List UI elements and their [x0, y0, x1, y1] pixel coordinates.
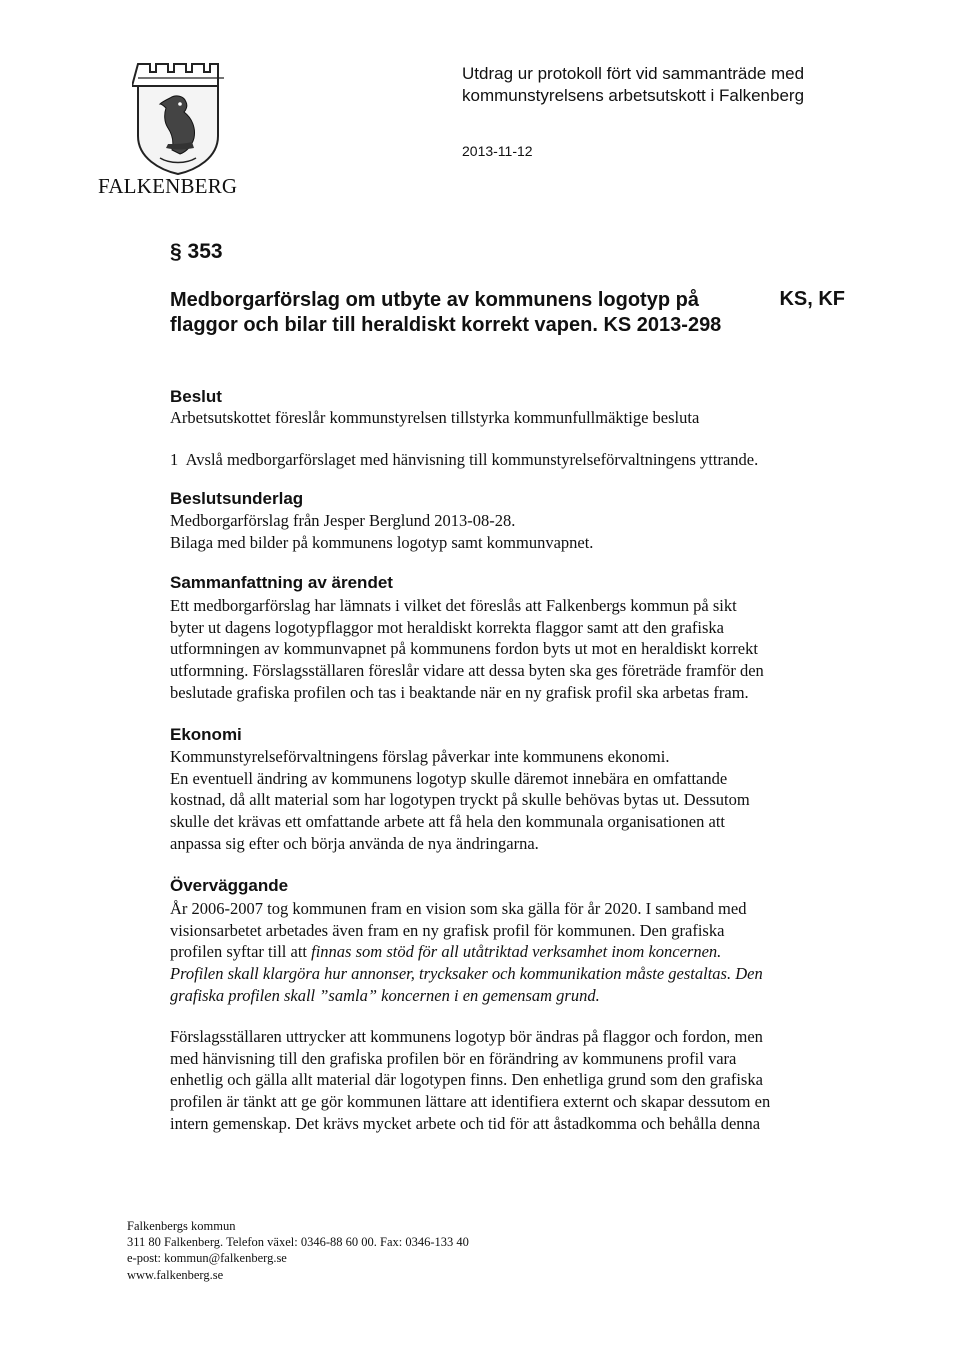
ekonomi-line: Kommunstyrelseförvaltningens förslag påverkar inte kommunens ekonomi.	[170, 747, 670, 766]
sammanfattning-line: utformningen av kommunvapnet på kommunens fordon byts ut mot en heraldiskt korrekt	[170, 639, 758, 659]
case-title: Medborgarförslag om utbyte av kommunens logotyp på flaggor och bilar till heraldiskt korrekt vapen. KS 2013-298	[170, 289, 722, 336]
beslut-item: 1 Avslå medborgarförslaget med hänvisning till kommunstyrelseförvaltningens yttrande.	[170, 450, 759, 469]
protocol-header-line1: Utdrag ur protokoll fört vid sammanträde med	[462, 64, 805, 83]
ekonomi-line: skulle det krävas ett omfattande arbete att få hela den kommunala organisationen att	[170, 812, 725, 832]
footer-org: Falkenbergs kommun	[127, 1219, 236, 1233]
beslutsunderlag-text	[170, 510, 860, 553]
forslag-line: intern gemenskap. Det krävs mycket arbete och tid för att åstadkomma och behålla denna	[170, 1113, 761, 1133]
ekonomi-line: kostnad, då allt material som har logotypen tryckt på skulle behövas bytas ut. Dessutom	[170, 790, 750, 810]
section-heading-ekonomi: Ekonomi	[170, 725, 242, 744]
paragraph-number: § 353	[170, 240, 223, 263]
sammanfattning-line: Ett medborgarförslag har lämnats i vilket det föreslås att Falkenbergs kommun på sikt	[170, 596, 737, 615]
sammanfattning-line: byter ut dagens logotypflaggor mot heraldiskt korrekta flaggor samt att den grafiska	[170, 617, 724, 637]
overvagande-quote: Profilen skall klargöra hur annonser, trycksaker och kommunikation måste gestaltas. Den	[170, 964, 763, 984]
recipients: KS, KF	[779, 288, 845, 310]
forslag-line: profilen är tänkt att ge gör kommunen lättare att identifiera externt och skapar dessutom en	[170, 1092, 771, 1112]
footer-address: 311 80 Falkenberg. Telefon växel: 0346-88 60 00. Fax: 0346-133 40	[127, 1235, 469, 1250]
section-heading-beslutsunderlag: Beslutsunderlag	[170, 489, 304, 508]
section-heading-sammanfattning: Sammanfattning av ärendet	[170, 573, 393, 592]
footer-email: e-post: kommun@falkenberg.se	[127, 1251, 287, 1266]
overvagande-quote: grafiska profilen skall ”samla” koncernen i en gemensam grund.	[170, 985, 600, 1005]
overvagande-quote-line	[170, 963, 860, 985]
sammanfattning-text	[170, 595, 860, 704]
overvagande-line: År 2006-2007 tog kommunen fram en vision som ska gälla för år 2020. I samband med	[170, 899, 747, 918]
overvagande-line-normal: profilen syftar till att	[170, 942, 312, 962]
sammanfattning-line: beslutade grafiska profilen och tas i beaktande när en ny grafisk profil ska arbetas fram.	[170, 682, 749, 702]
municipality-name: FALKENBERG	[98, 174, 238, 198]
overvagande-text	[170, 898, 860, 1007]
meeting-date: 2013-11-12	[462, 143, 533, 159]
footer	[127, 1218, 469, 1283]
beslut-text: Arbetsutskottet föreslår kommunstyrelsen tillstyrka kommunfullmäktige besluta	[170, 408, 700, 427]
ekonomi-line: anpassa sig efter och börja använda de nya ändringarna.	[170, 833, 539, 853]
beslutsunderlag-line: Medborgarförslag från Jesper Berglund 2013-08-28.	[170, 511, 516, 530]
sammanfattning-line: utformning. Förslagsställaren föreslår vidare att dessa byten ska ges företräde framför den	[170, 661, 764, 681]
ekonomi-text	[170, 746, 860, 855]
overvagande-quote-line	[170, 985, 860, 1007]
ekonomi-line: En eventuell ändring av kommunens logotyp skulle däremot innebära en omfattande	[170, 768, 728, 788]
forslagsstallaren-text	[170, 1026, 860, 1135]
forslag-line: med hänvisning till den grafiska profilen bör en förändring av kommunens profil vara	[170, 1048, 737, 1068]
falkenberg-crest-icon	[132, 58, 224, 176]
overvagande-quote: finnas som stöd för all utåtriktad verksamhet inom koncernen.	[311, 942, 722, 962]
overvagande-line	[170, 941, 860, 963]
section-heading-beslut: Beslut	[170, 387, 222, 406]
protocol-header-line2: kommunstyrelsens arbetsutskott i Falkenberg	[462, 86, 805, 105]
forslag-line: Förslagsställaren uttrycker att kommunens logotyp bör ändras på flaggor och fordon, men	[170, 1027, 763, 1046]
overvagande-line: visionsarbetet arbetades även fram en ny grafisk profil för kommunen. Den grafiska	[170, 920, 725, 940]
section-heading-overvagande: Överväggande	[170, 876, 289, 895]
footer-web: www.falkenberg.se	[127, 1267, 224, 1282]
forslag-line: enhetlig och gälla allt material där logotypen finns. Den enhetliga grund som den grafiska	[170, 1070, 763, 1090]
beslutsunderlag-line: Bilaga med bilder på kommunens logotyp samt kommunvapnet.	[170, 532, 594, 552]
